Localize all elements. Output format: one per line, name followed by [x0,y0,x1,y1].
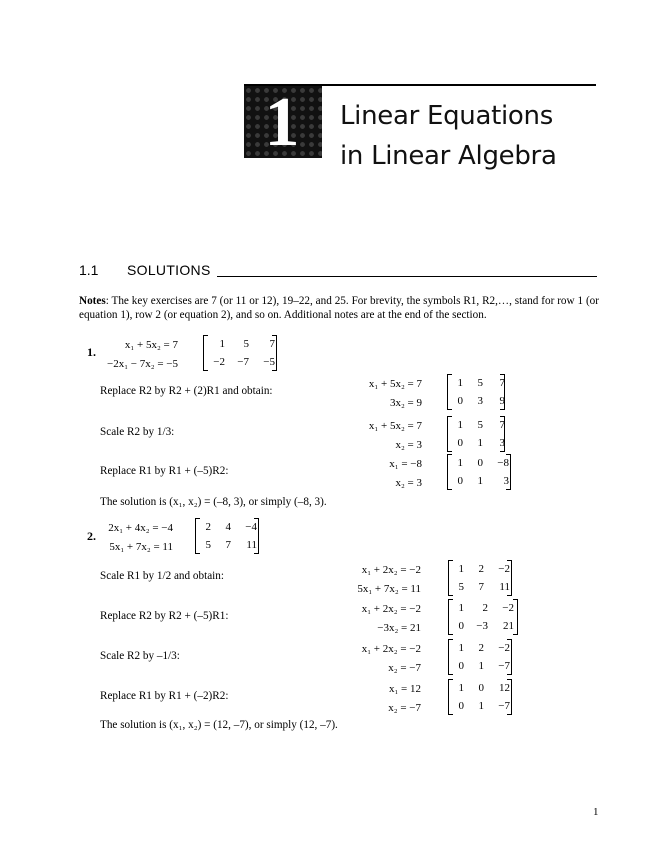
section-number: 1.1 [79,262,99,278]
matrix-row [452,599,514,617]
matrix-row [452,697,510,715]
ex2-system-eq1: 2x₁ + 4x₂ = −4 [108,522,173,534]
page-number: 1 [593,806,599,818]
matrix-body [451,454,509,490]
ex2-step1-eq2: 5x₁ + 7x₂ = 11 [357,583,421,595]
ex2-step1-eq1: x₁ + 2x₂ = −2 [361,564,421,576]
matrix-cell: 1 [457,419,463,431]
exercise-1-number: 1. [87,345,96,359]
ex2-solution: The solution is (x₁, x₂) = (12, –7), or simply (12, –7). [100,719,338,731]
chapter-title [340,96,557,176]
matrix-cell: 21 [503,620,514,632]
matrix-cell: 1 [478,700,484,712]
matrix-row [452,617,514,635]
matrix-cell: 4 [225,521,231,533]
ex1-step1-eq1: x₁ + 5x₂ = 7 [368,378,422,390]
notes-label: Notes [79,295,106,307]
ex1-step2-eq2: x₂ = 3 [395,439,422,451]
chapter-number: 1 [264,84,300,161]
matrix-cell: 12 [499,682,510,694]
matrix-row [452,560,510,578]
matrix-body [452,599,514,635]
matrix-cell: −2 [502,602,514,614]
ex2-step3-eq2: x₂ = −7 [388,662,421,674]
ex1-step3-eqs [346,455,422,493]
ex1-step1-text: Replace R2 by R2 + (2)R1 and obtain: [100,385,273,397]
matrix-cell: −4 [245,521,257,533]
ex2-step1-matrix [448,560,512,596]
matrix-row [452,578,510,596]
matrix-cell: 7 [499,377,505,389]
ex2-step4-text: Replace R1 by R1 + (–2)R2: [100,690,229,702]
matrix-cell: 5 [458,581,464,593]
matrix-cell: 5 [477,419,483,431]
section-rule [217,276,597,277]
ex1-step1-eqs [346,375,422,413]
ex2-step4-eq1: x₁ = 12 [388,683,421,695]
matrix-row [199,536,257,554]
matrix-cell: 0 [478,682,484,694]
matrix-cell: 1 [477,475,483,487]
ex2-system-eq2: 5x₁ + 7x₂ = 11 [109,541,173,553]
matrix-cell: 7 [269,338,275,350]
matrix-cell: 3 [499,437,505,449]
matrix-cell: 1 [458,563,464,575]
matrix-row [452,657,510,675]
matrix-cell: 1 [457,457,463,469]
matrix-cell: 11 [499,581,510,593]
matrix-cell: 0 [457,395,463,407]
matrix-cell: −7 [498,660,510,672]
ex1-augmented-matrix [203,335,277,371]
ex1-step3-matrix [447,454,511,490]
matrix-cell: 1 [219,338,225,350]
ex2-step1-text: Scale R1 by 1/2 and obtain: [100,570,224,582]
matrix-row [199,518,257,536]
matrix-cell: 7 [478,581,484,593]
matrix-cell: −2 [213,356,225,368]
matrix-cell: 3 [503,475,509,487]
matrix-cell: −7 [237,356,249,368]
matrix-cell: 0 [477,457,483,469]
ex2-step2-eq1: x₁ + 2x₂ = −2 [361,603,421,615]
chapter-title-line2: in Linear Algebra [340,141,557,171]
matrix-cell: 2 [478,642,484,654]
ex2-step4-eq2: x₂ = −7 [388,702,421,714]
matrix-cell: −3 [476,620,488,632]
matrix-cell: 11 [246,539,257,551]
matrix-row [451,416,505,434]
ex1-step3-eq1: x₁ = −8 [389,458,422,470]
ex1-step2-matrix [447,416,505,452]
matrix-cell: 1 [457,377,463,389]
matrix-cell: 2 [478,563,484,575]
notes-text: : The key exercises are 7 (or 11 or 12), 19–22, and 25. For brevity, the symbols R1, R2,…, stand for row 1 (or equation 1), row 2 (or equation 2), and so on. Additional notes are at the end of the section. [79,295,599,321]
chapter-title-line1: Linear Equations [340,101,553,131]
ex1-system-eq1: x₁ + 5x₂ = 7 [124,339,178,351]
matrix-cell: 0 [458,660,464,672]
matrix-cell: 1 [458,682,464,694]
ex1-step2-eqs [346,417,422,455]
matrix-cell: 7 [225,539,231,551]
ex2-step3-eqs [345,640,421,678]
matrix-body [451,416,505,452]
matrix-row [207,353,275,371]
ex1-step1-eq2: 3x₂ = 9 [389,397,422,409]
matrix-row [452,679,510,697]
ex2-step4-eqs [345,680,421,718]
matrix-cell: 3 [477,395,483,407]
ex2-step2-matrix [448,599,518,635]
ex2-step2-eqs [345,600,421,638]
matrix-body [207,335,275,371]
exercise-2-number: 2. [87,529,96,543]
ex2-step3-eq1: x₁ + 2x₂ = −2 [361,643,421,655]
matrix-cell: 1 [458,602,464,614]
matrix-row [451,434,505,452]
matrix-body [451,374,505,410]
matrix-body [452,639,510,675]
matrix-cell: 5 [243,338,249,350]
ex1-system-eq2: −2x₁ − 7x₂ = −5 [107,358,178,370]
matrix-cell: 1 [478,660,484,672]
ex1-step2-text: Scale R2 by 1/3: [100,426,175,438]
matrix-cell: 2 [205,521,211,533]
ex2-step1-eqs [345,561,421,599]
matrix-body [199,518,257,554]
section-title: SOLUTIONS [127,262,211,278]
ex1-step2-eq1: x₁ + 5x₂ = 7 [368,420,422,432]
matrix-cell: 9 [499,395,505,407]
matrix-cell: 5 [205,539,211,551]
ex1-step3-text: Replace R1 by R1 + (–5)R2: [100,465,229,477]
matrix-cell: −2 [498,563,510,575]
matrix-body [452,560,510,596]
ex1-step1-matrix [447,374,505,410]
matrix-cell: 2 [482,602,488,614]
ex1-system [103,336,178,374]
matrix-body [452,679,510,715]
ex2-step2-eq2: −3x₂ = 21 [377,622,421,634]
ex2-system [101,519,173,557]
matrix-cell: 0 [458,700,464,712]
ex1-step3-eq2: x₂ = 3 [395,477,422,489]
matrix-row [207,335,275,353]
ex2-augmented-matrix [195,518,259,554]
matrix-cell: −2 [498,642,510,654]
ex2-step2-text: Replace R2 by R2 + (–5)R1: [100,610,229,622]
matrix-row [451,392,505,410]
matrix-cell: −5 [263,356,275,368]
ex2-step4-matrix [448,679,512,715]
matrix-cell: 7 [499,419,505,431]
matrix-cell: 5 [477,377,483,389]
ex2-step3-matrix [448,639,512,675]
ex2-step3-text: Scale R2 by –1/3: [100,650,180,662]
matrix-row [451,374,505,392]
ex1-solution: The solution is (x₁, x₂) = (–8, 3), or simply (–8, 3). [100,496,327,508]
matrix-cell: 1 [477,437,483,449]
matrix-cell: 0 [457,475,463,487]
matrix-row [452,639,510,657]
matrix-row [451,472,509,490]
notes-paragraph [79,294,599,322]
matrix-row [451,454,509,472]
matrix-cell: −7 [498,700,510,712]
matrix-cell: −8 [497,457,509,469]
matrix-cell: 0 [458,620,464,632]
matrix-cell: 1 [458,642,464,654]
matrix-cell: 0 [457,437,463,449]
